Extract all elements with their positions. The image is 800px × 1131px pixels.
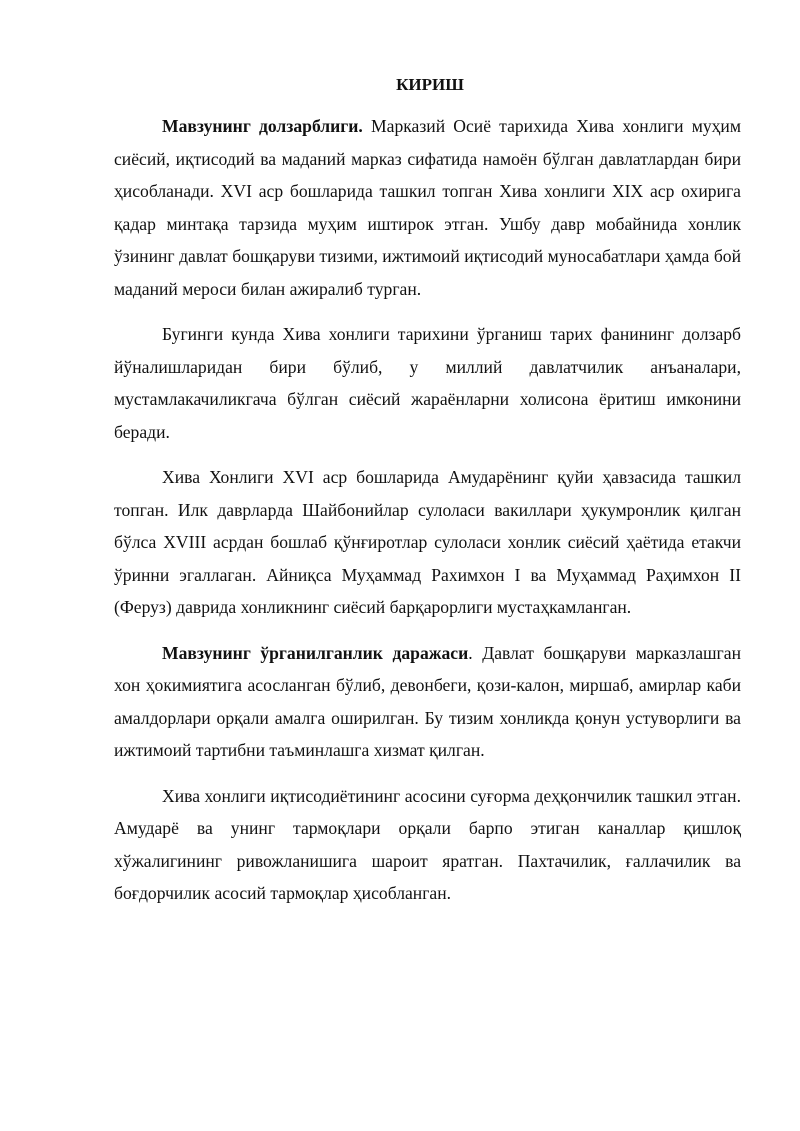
paragraph-economy	[114, 780, 741, 910]
paragraph-text: Хива хонлиги иқтисодиётининг асосини суғорма деҳқончилик ташкил этган. Амударё ва унинг тармоқлари орқали барпо этиган каналлар қишлоқ хўжалигининг ривожланишига шароит яратган. Пахтачилик, ғаллачилик ва боғдорчилик асосий тармоқлар ҳисобланган.	[114, 785, 741, 903]
paragraph-text: Марказий Осиё тарихида Хива хонлиги муҳим сиёсий, иқтисодий ва маданий марказ сифатида намоён бўлган давлатлардан бири ҳисобланади. XVI аср бошларида ташкил топган Хива хонлиги XIX аср охирига қадар минтақа тарзида муҳим иштирок этган. Ушбу давр мобайнида хонлик ўзининг давлат бошқаруви тизими, ижтимоий иқтисодий муносабатлари ҳамда бой маданий мероси билан ажиралиб турган.	[114, 116, 741, 299]
paragraph-relevance	[114, 110, 741, 305]
paragraph-lead: Мавзунинг долзарблиги.	[162, 116, 363, 136]
paragraph-degree-of-study	[114, 637, 741, 767]
paragraph-study	[114, 318, 741, 448]
paragraph-text: Хива Хонлиги XVI аср бошларида Амударёнинг қуйи ҳавзасида ташкил топган. Илк даврларда Шайбонийлар сулоласи вакиллари ҳукумронлик қилган бўлса XVIII асрдан бошлаб қўнғиротлар сулоласи хонлик сиёсий ҳаётида етакчи ўринни эгаллаган. Айниқса Муҳаммад Рахимхон I ва Муҳаммад Раҳимхон II (Феруз) даврида хонликнинг сиёсий барқарорлиги мустаҳкамланган.	[114, 467, 741, 617]
paragraph-text: Бугинги кунда Хива хонлиги тарихини ўрганиш тарих фанининг долзарб йўналишларидан бири бўлиб, у миллий давлатчилик анъаналари, мустамлакачиликгача бўлган сиёсий жараёнларни холисона ёритиш имконини беради.	[114, 324, 741, 442]
paragraph-history	[114, 461, 741, 624]
page-title: КИРИШ	[396, 75, 464, 94]
document-body	[114, 110, 741, 923]
paragraph-text: . Давлат бошқаруви марказлашган хон ҳокимиятига асосланган бўлиб, девонбеги, қози-калон, миршаб, амирлар каби амалдорлари орқали амалга оширилган. Бу тизим хонликда қонун устуворлиги ва ижтимоий тартибни таъминлашга хизмат қилган.	[114, 642, 741, 760]
paragraph-lead: Мавзунинг ўрганилганлик даражаси	[162, 642, 469, 663]
